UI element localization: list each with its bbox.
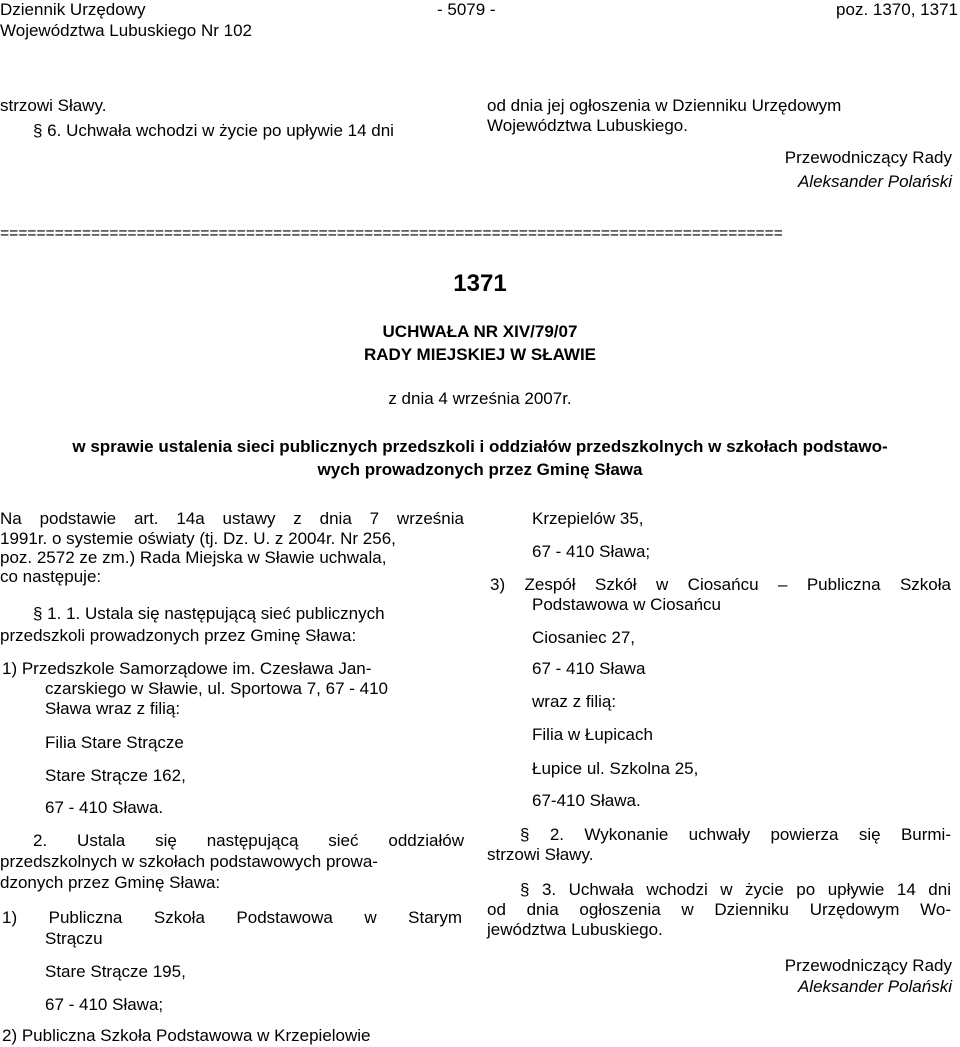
text-line: strzowi Sławy.	[487, 845, 594, 864]
text-line: Na podstawie art. 14a ustawy z dnia 7 września	[0, 509, 464, 528]
sign-name: Aleksander Polański	[797, 977, 952, 996]
address-line: Stare Strącze 162,	[45, 766, 186, 785]
address-line: Filia w Łupicach	[532, 725, 653, 744]
act-subject-line: w sprawie ustalenia sieci publicznych przedszkoli i oddziałów przedszkolnych w szkołach podstawo-	[72, 437, 888, 456]
act-positions: poz. 1370, 1371	[836, 0, 958, 19]
text-line: od dnia ogłoszenia w Dzienniku Urzędowym Wo-	[487, 900, 951, 919]
separator-line: ======================================================================================	[0, 225, 783, 243]
text-line: § 2. Wykonanie uchwały powierza się Burmi-	[520, 825, 951, 844]
address-line: 67-410 Sława.	[532, 791, 641, 810]
journal-title: Dziennik Urzędowy	[0, 0, 146, 19]
sign-title: Przewodniczący Rady	[784, 956, 952, 975]
address-line: Ciosaniec 27,	[532, 628, 636, 647]
address-line: 67 - 410 Sława;	[45, 995, 164, 1014]
prev-act-right-line: Województwa Lubuskiego.	[487, 116, 688, 135]
text-line: dzonych przez Gminę Sława:	[0, 873, 221, 892]
address-line: 67 - 410 Sława.	[45, 798, 164, 817]
address-line: 67 - 410 Sława	[532, 659, 646, 678]
text-line: 1991r. o systemie oświaty (tj. Dz. U. z 2004r. Nr 256,	[0, 529, 396, 548]
prev-act-right-line: od dnia jej ogłoszenia w Dzienniku Urzędowym	[487, 96, 842, 115]
list-item-cont: czarskiego w Sławie, ul. Sportowa 7, 67 - 410	[45, 679, 389, 698]
address-line: Filia Stare Strącze	[45, 733, 184, 752]
text-line: przedszkoli prowadzonych przez Gminę Sława:	[0, 626, 357, 645]
prev-sign-title: Przewodniczący Rady	[784, 148, 952, 167]
act-issuer: RADY MIEJSKIEJ W SŁAWIE	[363, 345, 597, 364]
text-line: poz. 2572 ze zm.) Rada Miejska w Sławie uchwala,	[0, 548, 387, 567]
list-item: 3) Zespół Szkół w Ciosańcu – Publiczna Szkoła	[490, 575, 951, 594]
list-item-cont: Podstawowa w Ciosańcu	[532, 595, 721, 614]
text-line: co następuje:	[0, 567, 102, 586]
act-date: z dnia 4 września 2007r.	[388, 389, 572, 408]
list-item-cont: Sława wraz z filią:	[45, 699, 181, 718]
address-line: Łupice ul. Szkolna 25,	[532, 759, 699, 778]
text-line: 2. Ustala się następującą sieć oddziałów	[33, 831, 464, 850]
text-line: jewództwa Lubuskiego.	[487, 920, 663, 939]
text-line: przedszkolnych w szkołach podstawowych prowa-	[0, 852, 378, 871]
prev-act-left-line: strzowi Sławy.	[0, 96, 107, 115]
journal-subtitle: Województwa Lubuskiego Nr 102	[0, 21, 252, 40]
list-item: 1) Publiczna Szkoła Podstawowa w Starym	[2, 908, 462, 927]
address-line: Krzepielów 35,	[532, 509, 644, 528]
prev-sign-name: Aleksander Polański	[797, 172, 952, 191]
list-item-cont: Strączu	[45, 929, 103, 948]
address-line: wraz z filią:	[532, 692, 617, 711]
text-line: § 1. 1. Ustala się następującą sieć publicznych	[33, 604, 385, 623]
address-line: Stare Strącze 195,	[45, 962, 186, 981]
address-line: 67 - 410 Sława;	[532, 542, 651, 561]
act-title: UCHWAŁA NR XIV/79/07	[382, 322, 578, 341]
act-subject-line: wych prowadzonych przez Gminę Sława	[317, 460, 643, 479]
page-number: - 5079 -	[437, 0, 496, 19]
list-item: 1) Przedszkole Samorządowe im. Czesława Jan-	[2, 659, 372, 678]
prev-act-paragraph: § 6. Uchwała wchodzi w życie po upływie 14 dni	[33, 121, 394, 140]
text-line: § 3. Uchwała wchodzi w życie po upływie 14 dni	[520, 880, 951, 899]
act-number: 1371	[453, 270, 507, 297]
list-item: 2) Publiczna Szkoła Podstawowa w Krzepielowie	[2, 1026, 371, 1045]
